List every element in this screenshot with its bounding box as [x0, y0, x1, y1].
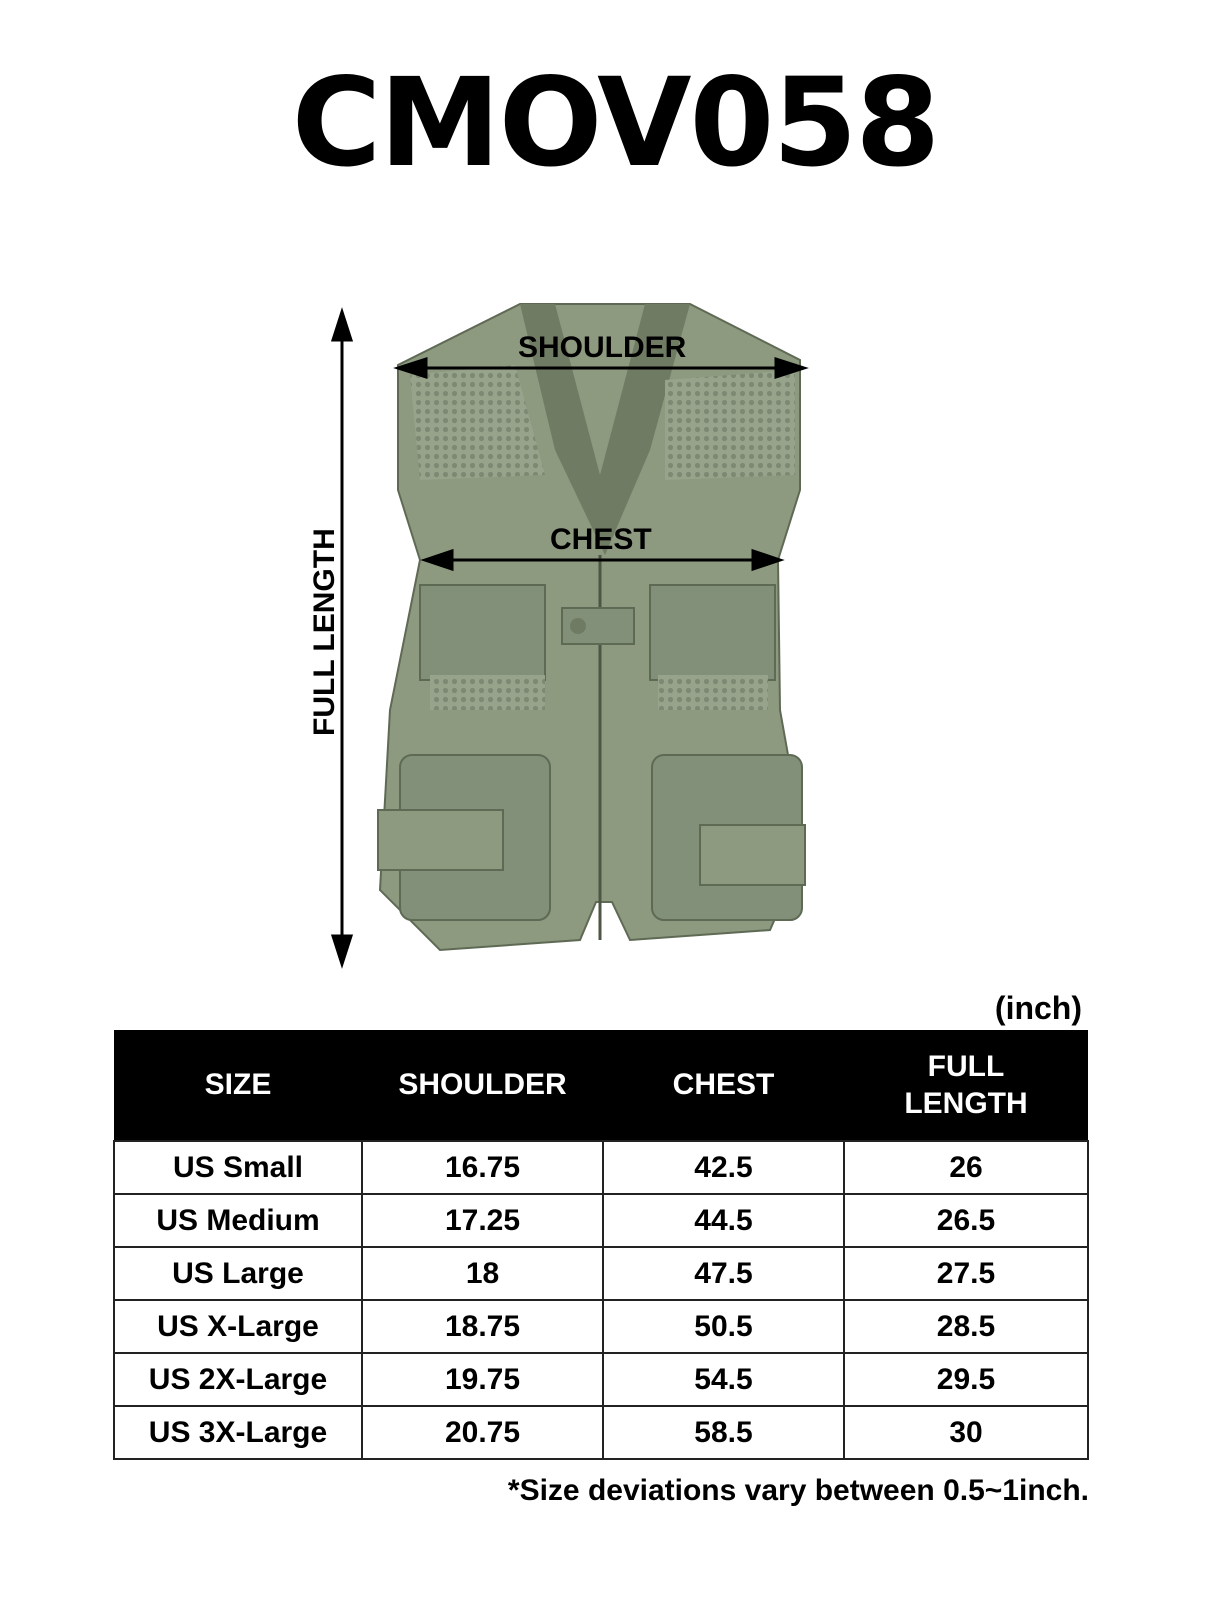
header-full-length-line1: FULL: [927, 1049, 1005, 1083]
cell-chest: 47.5: [603, 1247, 844, 1300]
table-row: [114, 1300, 1088, 1353]
table-row: [114, 1406, 1088, 1459]
cell-full-length: 28.5: [844, 1300, 1088, 1353]
header-full-length-line2: LENGTH: [904, 1087, 1028, 1120]
cell-chest: 58.5: [603, 1406, 844, 1459]
table-row: [114, 1353, 1088, 1406]
cell-full-length: 29.5: [844, 1353, 1088, 1406]
cell-shoulder: 17.25: [362, 1194, 603, 1247]
vest-illustration: [0, 290, 1230, 990]
cell-chest: 50.5: [603, 1300, 844, 1353]
cell-size: US 2X-Large: [114, 1353, 362, 1406]
shoulder-label: SHOULDER: [518, 331, 687, 364]
cell-shoulder: 18: [362, 1247, 603, 1300]
cell-chest: 42.5: [603, 1141, 844, 1194]
cell-full-length: 30: [844, 1406, 1088, 1459]
cell-shoulder: 19.75: [362, 1353, 603, 1406]
cell-size: US Large: [114, 1247, 362, 1300]
table-row: [114, 1194, 1088, 1247]
table-row: [114, 1141, 1088, 1194]
cell-shoulder: 16.75: [362, 1141, 603, 1194]
cell-full-length: 26.5: [844, 1194, 1088, 1247]
cell-size: US Medium: [114, 1194, 362, 1247]
table-header-row: [114, 1030, 1088, 1141]
cell-full-length: 26: [844, 1141, 1088, 1194]
header-chest: CHEST: [603, 1030, 844, 1141]
cell-size: US Small: [114, 1141, 362, 1194]
header-full-length: [844, 1030, 1088, 1141]
cell-chest: 44.5: [603, 1194, 844, 1247]
product-title: CMOV058: [291, 52, 939, 194]
cell-chest: 54.5: [603, 1353, 844, 1406]
vest-shape: [378, 304, 805, 950]
cell-size: US X-Large: [114, 1300, 362, 1353]
header-size: SIZE: [114, 1030, 362, 1141]
chest-label: CHEST: [550, 523, 652, 556]
vest-figure: [0, 290, 1230, 990]
cell-shoulder: 18.75: [362, 1300, 603, 1353]
full-length-label: FULL LENGTH: [308, 528, 341, 736]
size-deviation-note: *Size deviations vary between 0.5~1inch.: [507, 1474, 1089, 1507]
header-shoulder: SHOULDER: [362, 1030, 603, 1141]
table-row: [114, 1247, 1088, 1300]
unit-label: (inch): [994, 990, 1082, 1026]
cell-shoulder: 20.75: [362, 1406, 603, 1459]
size-chart-table: [113, 1030, 1089, 1460]
cell-full-length: 27.5: [844, 1247, 1088, 1300]
cell-size: US 3X-Large: [114, 1406, 362, 1459]
